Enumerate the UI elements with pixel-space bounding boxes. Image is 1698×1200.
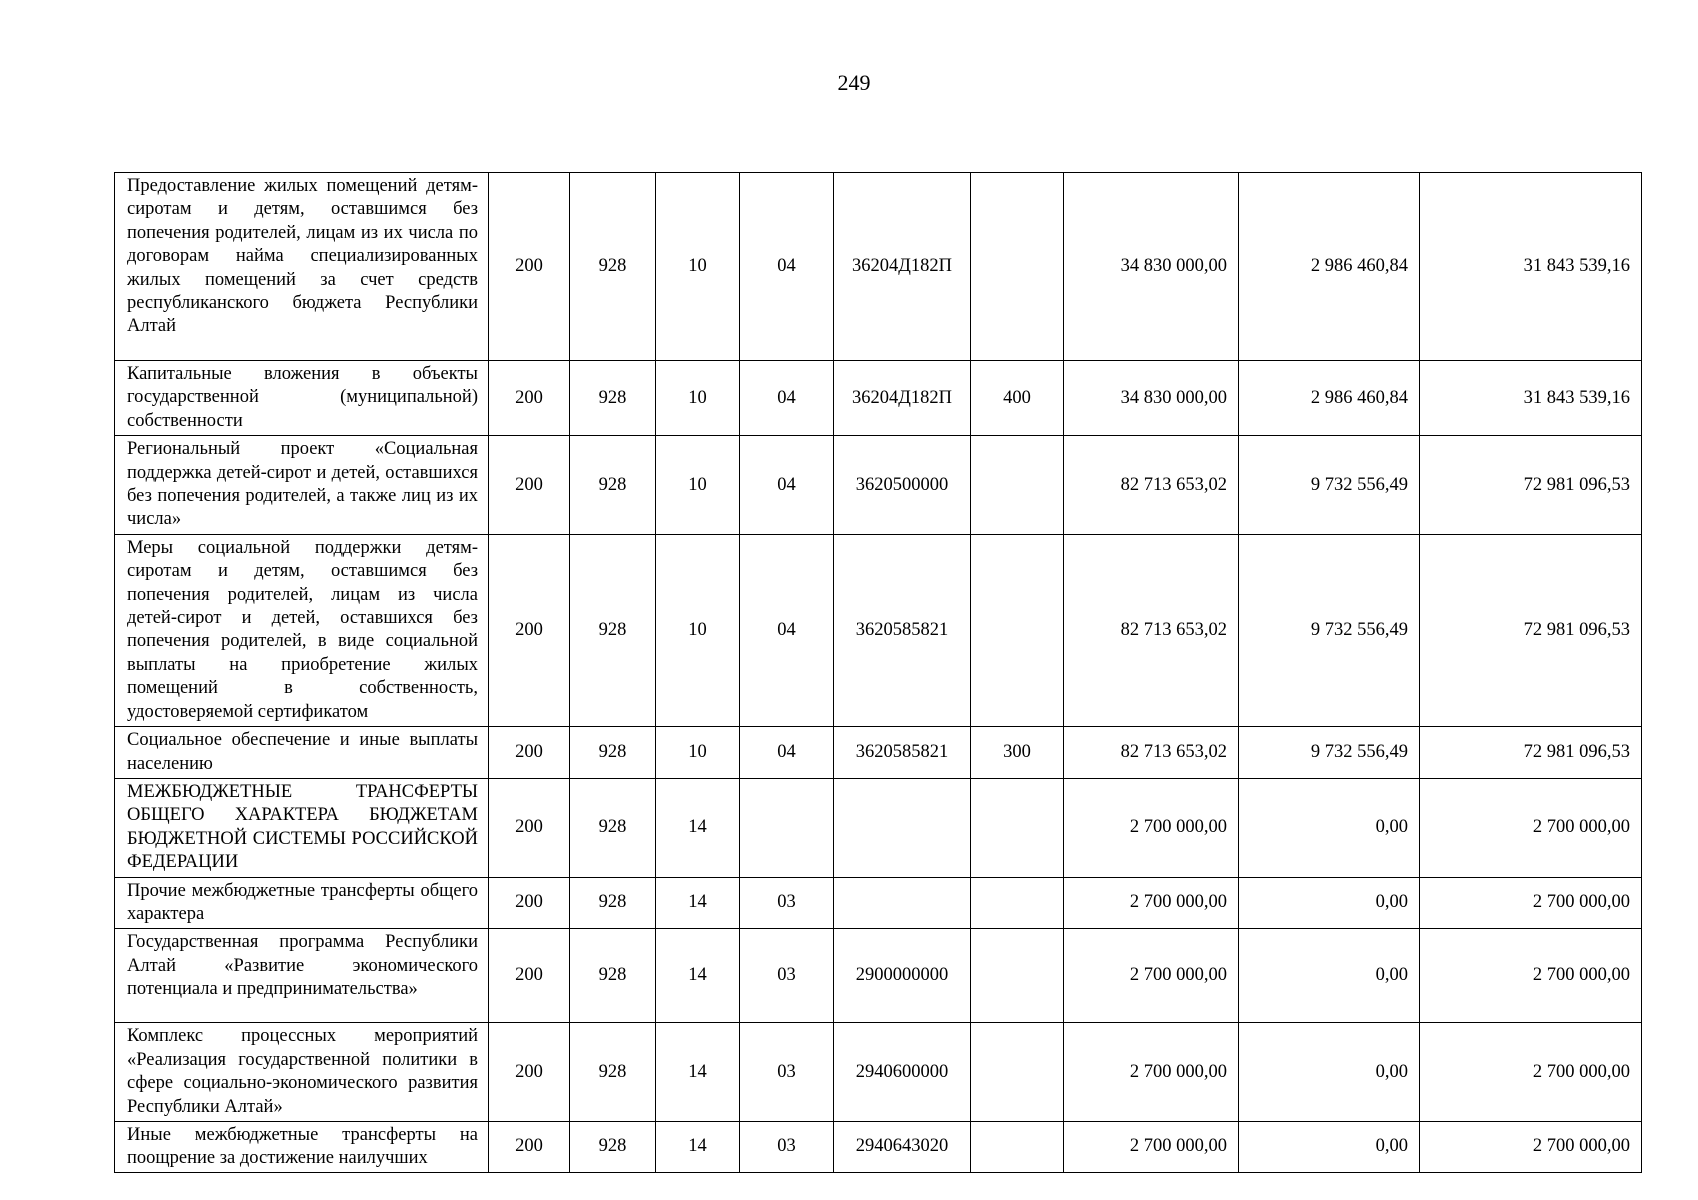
row-description: Государственная программа Республики Алтай «Развитие экономического потенциала и предпринимательства» <box>115 929 489 1023</box>
cell-expense-type <box>971 534 1064 726</box>
cell-subsection: 04 <box>740 173 834 361</box>
row-description: Прочие межбюджетные трансферты общего характера <box>115 877 489 929</box>
cell-amount-remaining: 2 700 000,00 <box>1420 1121 1642 1172</box>
cell-ministry-code: 928 <box>570 436 656 535</box>
cell-amount-executed: 0,00 <box>1239 929 1420 1023</box>
cell-target-article: 3620500000 <box>834 436 971 535</box>
cell-amount-planned: 82 713 653,02 <box>1064 727 1239 779</box>
cell-expense-type: 400 <box>971 361 1064 436</box>
cell-amount-executed: 0,00 <box>1239 877 1420 929</box>
cell-admin-code: 200 <box>489 877 570 929</box>
cell-expense-type <box>971 1023 1064 1122</box>
cell-amount-remaining: 2 700 000,00 <box>1420 1023 1642 1122</box>
cell-amount-planned: 2 700 000,00 <box>1064 877 1239 929</box>
cell-section: 14 <box>656 1121 740 1172</box>
cell-section: 10 <box>656 436 740 535</box>
cell-ministry-code: 928 <box>570 534 656 726</box>
row-description: МЕЖБЮДЖЕТНЫЕ ТРАНСФЕРТЫ ОБЩЕГО ХАРАКТЕРА БЮДЖЕТАМ БЮДЖЕТНОЙ СИСТЕМЫ РОССИЙСКОЙ ФЕДЕРАЦИИ <box>115 778 489 877</box>
row-description: Социальное обеспечение и иные выплаты населению <box>115 727 489 779</box>
cell-expense-type <box>971 929 1064 1023</box>
row-description: Иные межбюджетные трансферты на поощрение за достижение наилучших <box>127 1124 478 1169</box>
table-row <box>115 173 1642 361</box>
page-number: 249 <box>837 70 871 95</box>
cell-admin-code: 200 <box>489 173 570 361</box>
cell-subsection: 03 <box>740 1121 834 1172</box>
cell-ministry-code: 928 <box>570 1121 656 1172</box>
cell-amount-planned: 82 713 653,02 <box>1064 436 1239 535</box>
row-description: Капитальные вложения в объекты государственной (муниципальной) собственности <box>115 361 489 436</box>
cell-target-article: 2940643020 <box>834 1121 971 1172</box>
cell-amount-planned: 82 713 653,02 <box>1064 534 1239 726</box>
cell-ministry-code: 928 <box>570 929 656 1023</box>
table-row <box>115 778 1642 877</box>
cell-amount-remaining: 72 981 096,53 <box>1420 727 1642 779</box>
table-row <box>115 534 1642 726</box>
cell-target-article <box>834 877 971 929</box>
row-description: Региональный проект «Социальная поддержка детей-сирот и детей, оставшихся без попечения родителей, а также лиц из их числа» <box>115 436 489 535</box>
cell-section: 10 <box>656 173 740 361</box>
cell-amount-executed: 0,00 <box>1239 1121 1420 1172</box>
cell-ministry-code: 928 <box>570 778 656 877</box>
budget-table <box>114 172 1642 1173</box>
row-description: Меры социальной поддержки детям-сиротам и детям, оставшимся без попечения родителей, лицам из числа детей-сирот и детей, оставшихся без попечения родителей, в виде социальной выплаты на приобретение жилых помещений в собственность, удостоверяемой сертификатом <box>115 534 489 726</box>
cell-amount-remaining: 2 700 000,00 <box>1420 929 1642 1023</box>
cell-target-article: 3620585821 <box>834 534 971 726</box>
cell-target-article: 36204Д182П <box>834 173 971 361</box>
cell-expense-type <box>971 436 1064 535</box>
cell-target-article: 3620585821 <box>834 727 971 779</box>
cell-admin-code: 200 <box>489 929 570 1023</box>
table-row <box>115 929 1642 1023</box>
cell-amount-executed: 0,00 <box>1239 778 1420 877</box>
cell-amount-remaining: 31 843 539,16 <box>1420 173 1642 361</box>
cell-section: 14 <box>656 877 740 929</box>
cell-amount-remaining: 72 981 096,53 <box>1420 534 1642 726</box>
cell-admin-code: 200 <box>489 778 570 877</box>
cell-expense-type <box>971 877 1064 929</box>
cell-amount-executed: 2 986 460,84 <box>1239 173 1420 361</box>
cell-subsection: 03 <box>740 1023 834 1122</box>
cell-ministry-code: 928 <box>570 877 656 929</box>
cell-amount-remaining: 31 843 539,16 <box>1420 361 1642 436</box>
cell-amount-remaining: 72 981 096,53 <box>1420 436 1642 535</box>
cell-amount-planned: 2 700 000,00 <box>1064 1121 1239 1172</box>
cell-subsection: 04 <box>740 361 834 436</box>
table-row <box>115 436 1642 535</box>
cell-amount-executed: 0,00 <box>1239 1023 1420 1122</box>
cell-subsection: 04 <box>740 727 834 779</box>
cell-admin-code: 200 <box>489 436 570 535</box>
table-row <box>115 1023 1642 1122</box>
cell-expense-type <box>971 1121 1064 1172</box>
cell-amount-planned: 34 830 000,00 <box>1064 361 1239 436</box>
cell-target-article: 2900000000 <box>834 929 971 1023</box>
cell-amount-executed: 9 732 556,49 <box>1239 436 1420 535</box>
cell-admin-code: 200 <box>489 1023 570 1122</box>
cell-amount-executed: 9 732 556,49 <box>1239 534 1420 726</box>
cell-expense-type: 300 <box>971 727 1064 779</box>
cell-subsection: 04 <box>740 534 834 726</box>
cell-amount-planned: 34 830 000,00 <box>1064 173 1239 361</box>
cell-ministry-code: 928 <box>570 173 656 361</box>
cell-subsection: 03 <box>740 929 834 1023</box>
cell-expense-type <box>971 778 1064 877</box>
row-description: Предоставление жилых помещений детям-сиротам и детям, оставшимся без попечения родителей, лицам из их числа по договорам найма специализированных жилых помещений за счет средств республиканского бюджета Республики Алтай <box>115 173 489 361</box>
cell-amount-executed: 2 986 460,84 <box>1239 361 1420 436</box>
cell-subsection: 04 <box>740 436 834 535</box>
table-row <box>115 361 1642 436</box>
cell-subsection <box>740 778 834 877</box>
row-description-cell <box>115 1121 489 1172</box>
cell-section: 10 <box>656 534 740 726</box>
cell-admin-code: 200 <box>489 534 570 726</box>
cell-subsection: 03 <box>740 877 834 929</box>
table-row <box>115 877 1642 929</box>
table-row <box>115 1121 1642 1172</box>
cell-section: 10 <box>656 727 740 779</box>
cell-target-article: 2940600000 <box>834 1023 971 1122</box>
row-description: Комплекс процессных мероприятий «Реализация государственной политики в сфере социально-экономического развития Республики Алтай» <box>115 1023 489 1122</box>
cell-ministry-code: 928 <box>570 361 656 436</box>
cell-target-article: 36204Д182П <box>834 361 971 436</box>
cell-target-article <box>834 778 971 877</box>
cell-section: 10 <box>656 361 740 436</box>
cell-amount-remaining: 2 700 000,00 <box>1420 778 1642 877</box>
cell-ministry-code: 928 <box>570 727 656 779</box>
cell-section: 14 <box>656 1023 740 1122</box>
cell-admin-code: 200 <box>489 1121 570 1172</box>
cell-amount-planned: 2 700 000,00 <box>1064 929 1239 1023</box>
cell-admin-code: 200 <box>489 727 570 779</box>
table-row <box>115 727 1642 779</box>
cell-ministry-code: 928 <box>570 1023 656 1122</box>
cell-section: 14 <box>656 778 740 877</box>
cell-admin-code: 200 <box>489 361 570 436</box>
cell-expense-type <box>971 173 1064 361</box>
cell-amount-planned: 2 700 000,00 <box>1064 1023 1239 1122</box>
cell-amount-executed: 9 732 556,49 <box>1239 727 1420 779</box>
cell-amount-remaining: 2 700 000,00 <box>1420 877 1642 929</box>
cell-section: 14 <box>656 929 740 1023</box>
cell-amount-planned: 2 700 000,00 <box>1064 778 1239 877</box>
